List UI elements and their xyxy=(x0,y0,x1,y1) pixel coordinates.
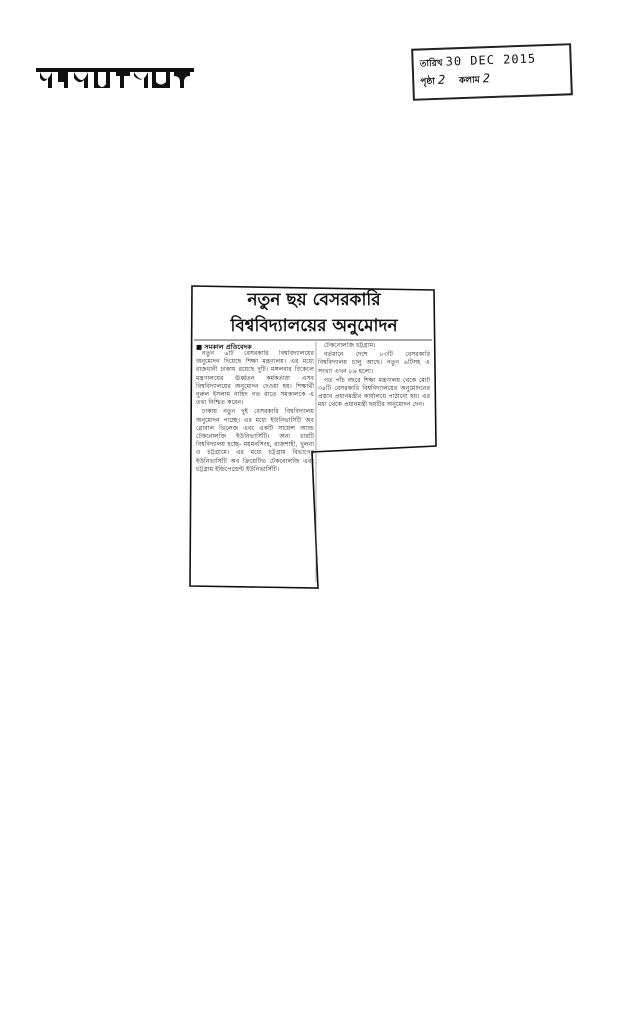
clipping-byline: ■ সমকাল প্রতিবেদক xyxy=(196,343,252,351)
stamp-column-value: 2 xyxy=(482,71,492,86)
right-column-paragraph: বর্তমানে দেশে ৮৩টি বেসরকারি বিশ্ববিদ্যালয় চালু আছে। নতুন ৬টিসহ এ সংখ্যা এখন ৮৯ হলো। xyxy=(318,351,430,375)
stamp-page-column-row xyxy=(420,67,565,90)
stamp-date-value: 30 DEC 2015 xyxy=(445,51,537,69)
right-column-paragraph: টেকনোলজি চট্টগ্রাম। xyxy=(324,342,376,349)
date-page-column-stamp xyxy=(411,43,573,101)
newspaper-clipping xyxy=(188,284,438,590)
right-column-paragraph: গত পাঁচ বছরে শিক্ষা মন্ত্রণালয় থেকে মোট ৩৪টি বেসরকারি বিশ্ববিদ্যালয়ের অনুমোদনের প্রস্তাব প্রধানমন্ত্রীর কার্যালয়ে পাঠানো হয়। এর মধ্য থেকে প্রধানমন্ত্রী ছয়টির অনুমোদন দেন। xyxy=(318,376,430,409)
clipping-right-column xyxy=(318,342,430,446)
clipping-headline-line2: বিশ্ববিদ্যালয়ের অনুমোদন xyxy=(230,316,398,336)
clipping-left-column xyxy=(196,350,314,586)
stamp-date-label: তারিখ xyxy=(419,58,443,70)
clipping-headline-line1: নতুন ছয় বেসরকারি xyxy=(247,290,381,310)
stamp-page-label: পৃষ্ঠা xyxy=(420,77,436,88)
masthead-logo-graphic xyxy=(34,62,196,92)
newspaper-masthead-logo xyxy=(34,62,196,92)
stamp-page-value: 2 xyxy=(437,72,447,87)
stamp-column-label: কলাম xyxy=(458,75,480,87)
left-column-paragraph: ঢাকায় নতুন দুই বেসরকারি বিশ্ববিদ্যালয় অনুমোদন পাচ্ছে। এর মধ্যে ইউনিভার্সিটি অব গ্লোবাল ভিলেজ এবং একটি সায়েন্স অ্যান্ড টেকনোলজি ইউনিভার্সিটি। অন্য চারটি বিশ্ববিদ্যালয় হচ্ছে- ময়মনসিংহ, রাজশাহী, খুলনা ও চট্টগ্রামে। এর মধ্যে চট্টগ্রাম বিভাগের ইউনিভার্সিটি অব ক্রিয়েটিভ টেকনোলজি এবং চট্টগ্রাম ইন্ডিপেন্ডেন্ট ইউনিভার্সিটি। xyxy=(196,408,314,473)
left-column-paragraph: নতুন ৬টি বেসরকারি বিশ্ববিদ্যালয়ের অনুমোদন দিয়েছে শিক্ষা মন্ত্রণালয়। এর মধ্যে রাজধানী ঢাকায় রয়েছে দুটি। মঙ্গলবার বিকেলে মন্ত্রণালয়ের ঊর্ধ্বতন কর্মকর্তারা এসব বিশ্ববিদ্যালয়ের অনুমোদন দেওয়া হয়। শিক্ষার্থী নুরুল ইসলাম নাহিদ গত রাতে সমকালকে এ তথ্য নিশ্চিত করেন। xyxy=(196,350,314,407)
